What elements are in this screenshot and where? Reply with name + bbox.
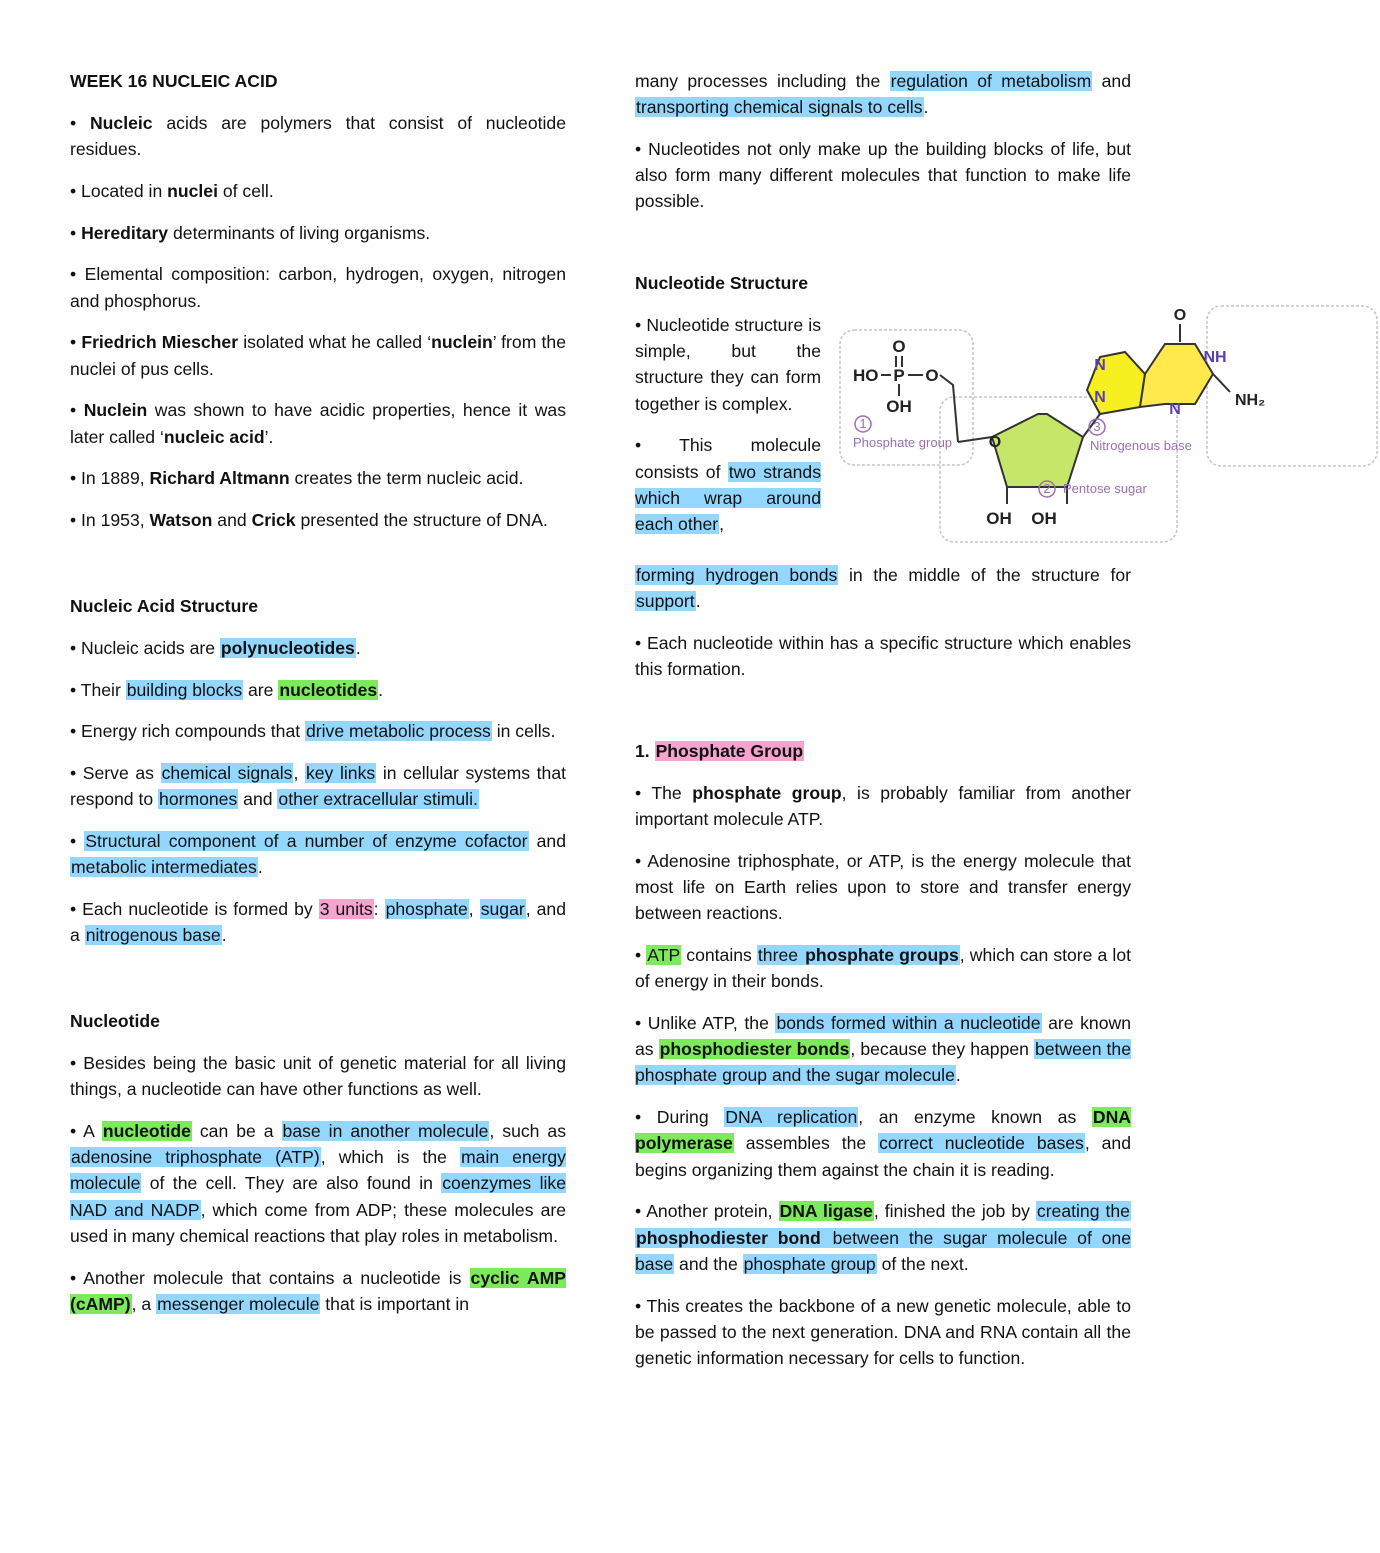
text-run: and xyxy=(212,510,252,531)
text-run: are known as xyxy=(635,1013,1131,1060)
text-run: in cellular systems that respond to xyxy=(70,763,567,810)
bullet-paragraph xyxy=(70,718,566,744)
bullet-paragraph xyxy=(635,1198,1131,1277)
text-run: isolated what he called ‘ xyxy=(238,332,432,353)
text-run: , xyxy=(293,763,305,784)
text-run: , an enzyme known as xyxy=(858,1107,1092,1128)
highlighted-text: between the sugar molecule of one base xyxy=(635,1227,1131,1274)
bullet-paragraph xyxy=(70,110,566,162)
text-run: • xyxy=(70,400,84,421)
base-n-bottom: N xyxy=(1094,389,1106,406)
phosphate-heading-text: Phosphate Group xyxy=(655,741,804,761)
highlighted-text: phosphate group xyxy=(743,1253,876,1274)
nucleotide-heading: Nucleotide xyxy=(70,1011,160,1032)
bullet-paragraph xyxy=(635,432,821,537)
bullet-paragraph xyxy=(70,397,566,449)
highlighted-text: nitrogenous base xyxy=(85,925,221,946)
text-run: : xyxy=(373,899,385,920)
base-n-lower: N xyxy=(1169,401,1181,418)
highlighted-text: DNA polymerase xyxy=(635,1107,1131,1154)
text-run: • The xyxy=(635,782,693,803)
text-run: . xyxy=(923,97,929,118)
text-run: , is probably familiar from another important molecule ATP. xyxy=(635,782,1131,829)
highlighted-text: other extracellular stimuli. xyxy=(278,789,478,810)
phosphate-oh: OH xyxy=(886,397,912,416)
highlighted-text: correct nucleotide bases xyxy=(879,1133,1084,1154)
base-n-top: N xyxy=(1094,357,1106,374)
text-run: • Nucleic acids are xyxy=(70,637,220,658)
text-run: • In 1889, xyxy=(70,468,150,489)
right-column xyxy=(635,68,1266,1387)
highlighted-text: main energy molecule xyxy=(70,1147,566,1194)
text-run: • Each nucleotide within has a specific structure which enables this formation. xyxy=(635,633,1131,680)
bullet-paragraph xyxy=(70,1265,566,1317)
highlighted-text: sugar xyxy=(480,899,525,920)
continued-section xyxy=(635,68,1131,215)
phosphate-p: P xyxy=(893,366,905,385)
text-run: • A xyxy=(70,1120,102,1141)
highlighted-text: forming hydrogen bonds xyxy=(636,565,838,585)
text-run: and xyxy=(528,831,566,852)
text-run: , finished the job by xyxy=(873,1201,1036,1222)
highlighted-text: phosphate xyxy=(385,899,468,920)
phosphate-o-top: O xyxy=(892,337,906,356)
text-run: , xyxy=(468,899,480,920)
nucleotide-structure-heading: Nucleotide Structure xyxy=(635,273,809,294)
highlighted-text: 3 units xyxy=(319,899,373,920)
bullet-paragraph xyxy=(635,942,1131,994)
bullet-paragraph xyxy=(635,848,1131,927)
phosphate-group-label: Phosphate group xyxy=(853,435,953,450)
text-run: • During xyxy=(635,1107,725,1128)
text-run: are xyxy=(243,679,279,700)
highlighted-text: regulation of metabolism xyxy=(890,71,1092,91)
text-run: • Another molecule that contains a nucleotide is xyxy=(70,1267,470,1288)
text-run: of the next. xyxy=(876,1253,969,1274)
highlighted-text: between the phosphate group and the sugar molecule xyxy=(635,1039,1131,1086)
bullet-paragraph xyxy=(70,896,566,948)
text-run: , xyxy=(719,514,725,535)
text-run: • Besides being the basic unit of genetic material for all living things, a nucleotide can have other functions as well. xyxy=(70,1052,566,1100)
highlighted-text: nucleotide xyxy=(102,1120,191,1141)
text-run: , which is the xyxy=(320,1147,460,1168)
text-run: • xyxy=(70,831,85,852)
text-run: many processes including the xyxy=(635,71,890,91)
text-run: Richard Altmann xyxy=(149,468,290,489)
text-run: . xyxy=(355,637,361,658)
text-run: • Located in xyxy=(70,180,168,201)
nucleotide-structure-more xyxy=(635,630,1131,682)
highlighted-text: ATP xyxy=(647,945,681,965)
base-ring-six xyxy=(1140,344,1213,407)
text-run: . xyxy=(257,857,263,878)
highlighted-text: transporting chemical signals to cells xyxy=(636,97,923,118)
highlighted-text: DNA replication xyxy=(725,1107,858,1128)
nucleotide-section xyxy=(70,1050,566,1317)
bullet-paragraph xyxy=(635,1010,1131,1089)
highlighted-text: key links xyxy=(305,763,376,784)
bullet-paragraph xyxy=(635,1104,1131,1183)
phosphate-group-heading xyxy=(635,738,1131,764)
text-run: and xyxy=(1092,71,1131,91)
sugar-label-number: 2 xyxy=(1043,481,1051,496)
highlighted-text: coenzymes like NAD and NADP xyxy=(70,1173,566,1220)
nucleotide-structure-block xyxy=(635,307,1266,562)
text-run: • Energy rich compounds that xyxy=(70,721,305,742)
nucleotide-diagram xyxy=(835,302,1380,552)
text-run: • Adenosine triphosphate, or ATP, is the energy molecule that most life on Earth relies upon to store and transfer energy between reactions. xyxy=(635,850,1131,924)
highlighted-text: messenger molecule xyxy=(157,1293,320,1314)
bullet-paragraph xyxy=(70,329,566,381)
text-run: and the xyxy=(674,1253,743,1274)
bullet-paragraph xyxy=(70,635,566,661)
bullet-paragraph xyxy=(70,465,566,491)
text-run: creates the term nucleic acid. xyxy=(289,468,524,489)
text-run: • This molecule consists of xyxy=(635,435,821,482)
text-run: . xyxy=(695,591,701,612)
highlighted-text: creating the xyxy=(1036,1201,1130,1222)
text-run: that is important in xyxy=(320,1293,470,1314)
bullet-paragraph xyxy=(70,828,566,880)
text-run: of cell. xyxy=(217,180,274,201)
text-run: and xyxy=(238,789,278,810)
text-run: Watson xyxy=(149,510,213,531)
phosphate-heading-number: 1. xyxy=(635,741,655,761)
highlighted-text: base in another molecule xyxy=(282,1120,489,1141)
pentose-sugar-ring xyxy=(992,414,1083,487)
text-run: nucleic acid xyxy=(163,426,265,447)
phosphate-group-section xyxy=(635,780,1131,1371)
text-run: • xyxy=(70,112,90,133)
text-run: in cells. xyxy=(491,721,556,742)
text-run: • In 1953, xyxy=(70,510,150,531)
intro-section xyxy=(70,110,566,534)
highlighted-text: phosphodiester bonds xyxy=(659,1039,850,1060)
text-run: determinants of living organisms. xyxy=(168,222,431,243)
text-run: phosphate group xyxy=(692,782,842,803)
text-run: . xyxy=(221,925,227,946)
text-run: • xyxy=(70,332,82,353)
text-run: • Nucleotide structure is simple, but the structure they can form together is complex. xyxy=(635,315,821,414)
phosphate-label-number: 1 xyxy=(859,416,867,431)
text-run: , such as xyxy=(489,1120,566,1141)
bullet-paragraph xyxy=(70,677,566,703)
text-run: • This creates the backbone of a new genetic molecule, able to be passed to the next generation. DNA and RNA contain all the genetic information necessary for cells to function. xyxy=(635,1295,1131,1369)
phosphate-o-side: O xyxy=(925,366,939,385)
text-run: . xyxy=(378,679,383,700)
text-run: Nucleic xyxy=(89,112,153,133)
left-column xyxy=(70,68,566,1333)
highlighted-text: chemical signals xyxy=(161,763,293,784)
sugar-oh-left: OH xyxy=(986,509,1012,528)
highlighted-text: cyclic AMP (cAMP) xyxy=(70,1267,566,1314)
text-run: Friedrich Miescher xyxy=(81,332,239,353)
bullet-paragraph xyxy=(70,1050,566,1102)
text-run: can be a xyxy=(191,1120,282,1141)
highlighted-text: drive metabolic process xyxy=(306,721,491,742)
bullet-paragraph xyxy=(635,630,1131,682)
highlighted-text: building blocks xyxy=(126,679,243,700)
highlighted-text: bonds formed within a nucleotide xyxy=(776,1013,1041,1033)
nitrogenous-base-box xyxy=(1207,306,1377,466)
text-run: • Nucleotides not only make up the building blocks of life, but also form many different molecules that function to make life possible. xyxy=(635,139,1131,212)
bullet-paragraph xyxy=(70,220,566,246)
text-run: Hereditary xyxy=(81,222,169,243)
text-run: ’ from the nuclei of pus cells. xyxy=(70,332,566,379)
text-run: was shown to have acidic properties, hence it was later called ‘ xyxy=(70,400,566,447)
text-run: nuclei xyxy=(167,180,218,201)
highlighted-text: hormones xyxy=(159,789,238,810)
text-run: Crick xyxy=(251,510,296,531)
text-run: • Serve as xyxy=(70,763,161,784)
document-title: WEEK 16 NUCLEIC ACID xyxy=(70,71,278,91)
bullet-paragraph xyxy=(70,760,566,812)
highlighted-text: metabolic intermediates xyxy=(71,857,257,878)
base-nh: NH xyxy=(1203,349,1227,366)
nitrogenous-base-label: Nitrogenous base xyxy=(1090,438,1192,453)
bullet-paragraph xyxy=(635,68,1131,120)
base-label-number: 3 xyxy=(1093,419,1101,434)
highlighted-text: Structural component of a number of enzyme cofactor xyxy=(85,831,528,852)
highlighted-text: adenosine triphosphate (ATP) xyxy=(71,1147,320,1168)
text-run: Nuclein xyxy=(83,400,148,421)
nucleic-acid-structure-heading: Nucleic Acid Structure xyxy=(70,595,259,616)
text-run: • Another protein, xyxy=(635,1201,779,1222)
text-run: assembles the xyxy=(733,1133,879,1154)
text-run: , which come from ADP; these molecules are used in many chemical reactions that play roles in metabolism. xyxy=(70,1199,566,1246)
text-run: of the cell. They are also found in xyxy=(141,1173,442,1194)
text-run: • xyxy=(635,945,647,965)
text-run: • xyxy=(70,222,82,243)
nucleotide-structure-side-text xyxy=(635,312,821,537)
highlighted-text: two strands which wrap around each other xyxy=(635,461,821,535)
highlighted-text: polynucleotides xyxy=(220,637,355,658)
phosphate-ho: HO xyxy=(853,366,879,385)
bullet-paragraph xyxy=(635,1293,1131,1372)
bullet-paragraph xyxy=(70,507,566,533)
text-run: . xyxy=(955,1065,961,1086)
bullet-paragraph xyxy=(635,312,821,417)
bullet-paragraph xyxy=(70,261,566,313)
text-run: in the middle of the structure for xyxy=(838,565,1131,585)
text-run: nuclein xyxy=(431,332,493,353)
text-run: , because they happen xyxy=(850,1039,1034,1060)
text-run: , which can store a lot of energy in their bonds. xyxy=(635,945,1131,992)
text-run: ’. xyxy=(264,426,274,447)
bullet-paragraph xyxy=(70,178,566,204)
highlighted-text: DNA ligase xyxy=(779,1201,873,1222)
base-o: O xyxy=(1173,307,1187,324)
text-run: , and a xyxy=(70,899,566,946)
text-run: , and begins organizing them against the chain it is reading. xyxy=(635,1133,1131,1180)
highlighted-text: support xyxy=(636,591,695,612)
highlighted-text: phosphodiester bond xyxy=(636,1227,821,1248)
text-run: contains xyxy=(681,945,757,965)
text-run: • Elemental composition: carbon, hydrogen, oxygen, nitrogen and phosphorus. xyxy=(70,264,566,311)
text-run: • Their xyxy=(70,679,126,700)
bullet-paragraph xyxy=(635,136,1131,215)
text-run: • Unlike ATP, the xyxy=(635,1013,776,1033)
nucleic-acid-structure-section xyxy=(70,635,566,949)
bullet-paragraph xyxy=(635,780,1131,832)
text-run: acids are polymers that consist of nucleotide residues. xyxy=(70,112,566,159)
ring-oxygen: O xyxy=(988,434,1002,451)
highlighted-text: three xyxy=(757,945,804,965)
bullet-paragraph xyxy=(70,1118,566,1249)
base-nh2: NH₂ xyxy=(1235,392,1266,409)
text-run: , a xyxy=(131,1293,157,1314)
text-run: • Each nucleotide is formed by xyxy=(70,899,319,920)
sugar-oh-right: OH xyxy=(1031,509,1057,528)
pentose-sugar-label: Pentose sugar xyxy=(1063,481,1147,496)
nucleotide-structure-continued xyxy=(635,562,1131,614)
highlighted-text: nucleotides xyxy=(279,679,378,700)
highlighted-text: phosphate groups xyxy=(805,945,959,965)
text-run: presented the structure of DNA. xyxy=(295,510,548,531)
